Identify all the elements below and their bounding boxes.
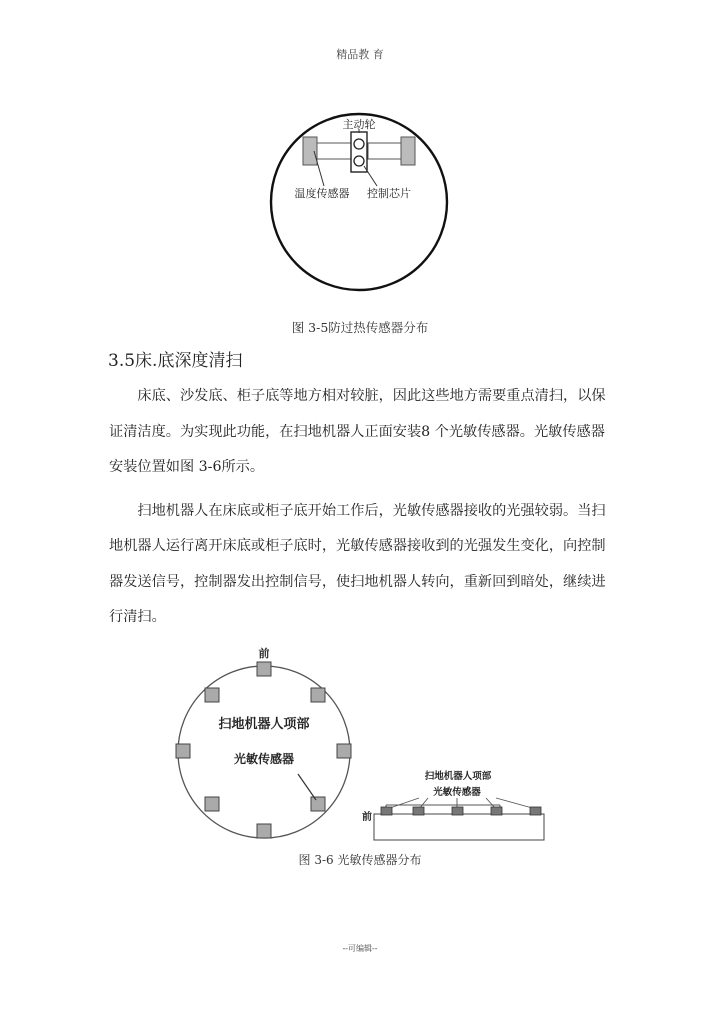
sensor-circle-bottom <box>354 156 364 166</box>
side-sensor-5 <box>530 807 541 815</box>
side-view-title: 扫地机器人项部 <box>424 771 492 782</box>
figure-3-5-diagram <box>264 105 454 300</box>
side-sensor-3 <box>452 807 463 815</box>
page-header: 精品教 育 <box>336 48 384 61</box>
label-temperature-sensor: 温度传感器 <box>294 187 350 200</box>
page-footer: --可编辑-- <box>342 944 378 953</box>
side-view-body <box>374 814 544 840</box>
sensor-circle-top <box>354 139 364 149</box>
sensor-square-left <box>176 744 190 758</box>
figure-3-5-caption: 图 3-5防过热传感器分布 <box>291 320 429 335</box>
sensor-square-bottom-right <box>311 797 325 811</box>
sensor-square-right <box>337 744 351 758</box>
paragraph-1: 床底、沙发底、柜子底等地方相对较脏，因此这些地方需要重点清扫，以保证清洁度。为实现此功能，在扫地机器人正面安装8 个光敏传感器。光敏传感器安装位置如图 3-6所示。 <box>109 388 606 475</box>
figure-3-6-diagram <box>160 640 560 845</box>
figure-3-6-caption: 图 3-6 光敏传感器分布 <box>298 853 422 867</box>
sensor-square-bottom <box>257 824 271 838</box>
top-view-leader-line <box>298 774 316 800</box>
right-axle <box>368 143 401 159</box>
right-wheel <box>401 137 415 165</box>
side-view-sensor-label: 光敏传感器 <box>433 787 481 798</box>
label-control-chip: 控制芯片 <box>367 187 411 200</box>
top-view-title: 扫地机器人项部 <box>218 717 310 732</box>
paragraph-2: 扫地机器人在床底或柜子底开始工作后，光敏传感器接收的光强较弱。当扫地机器人运行离开床底或柜子底时，光敏传感器接收到的光强发生变化，向控制器发送信号，控制器发出控制信号，使扫地机器人转向，重新回到暗处，继续进行清扫。 <box>109 502 606 625</box>
left-wheel <box>303 137 317 165</box>
section-heading: 3.5床.底深度清扫 <box>108 351 243 371</box>
body-text <box>109 379 609 636</box>
side-sensor-2 <box>413 807 424 815</box>
sensor-square-top-right <box>311 688 325 702</box>
sensor-square-bottom-left <box>205 797 219 811</box>
side-view-front-label: 前 <box>362 812 372 823</box>
sensor-square-top-left <box>205 688 219 702</box>
label-main-wheel: 主动轮 <box>342 118 376 131</box>
top-view-front-label: 前 <box>258 647 270 660</box>
side-sensor-1 <box>381 807 392 815</box>
leader-line-right <box>364 166 377 186</box>
side-sensor-4 <box>491 807 502 815</box>
top-view-sensor-label: 光敏传感器 <box>233 752 295 766</box>
sensor-square-top <box>257 662 271 676</box>
left-axle <box>317 143 352 159</box>
